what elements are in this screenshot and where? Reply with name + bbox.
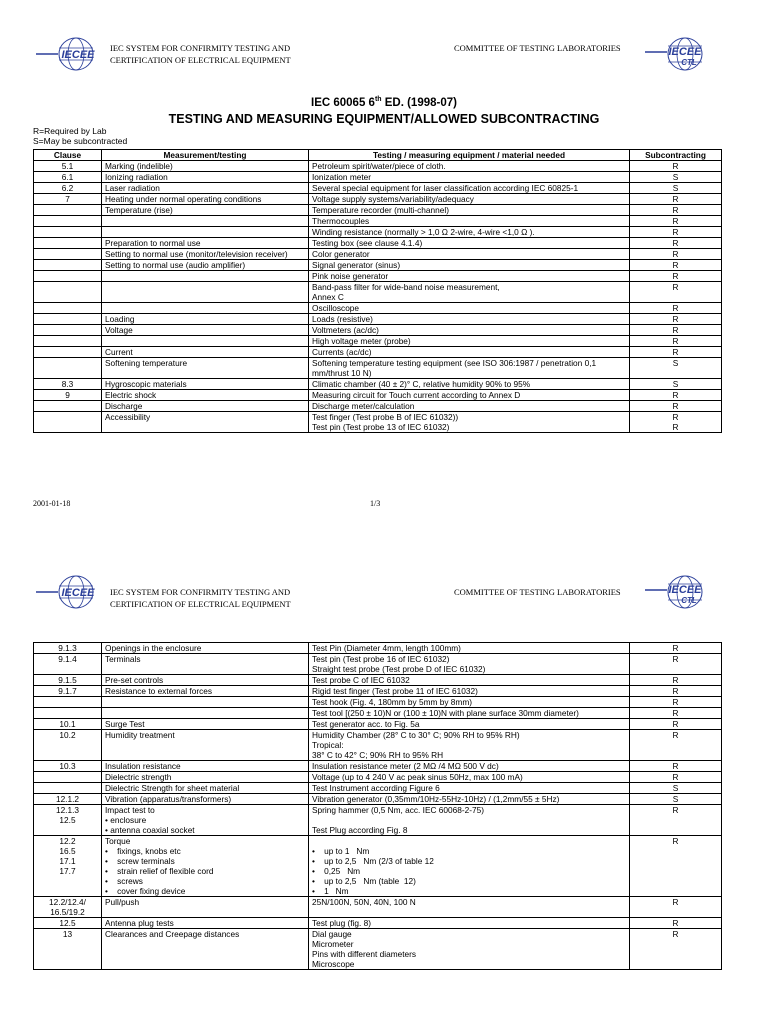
- cell-measurement: Torque • fixings, knobs etc • screw terminals • strain relief of flexible cord • screws • cover fixing device: [102, 836, 309, 897]
- table-row: [34, 719, 722, 730]
- cell-clause: 9.1.3: [34, 643, 102, 654]
- table-row: [34, 643, 722, 654]
- cell-equipment: Test Instrument according Figure 6: [309, 783, 630, 794]
- cell-clause: 13: [34, 929, 102, 970]
- table-row: [34, 161, 722, 172]
- cell-subcontracting: S: [630, 794, 722, 805]
- cell-clause: [34, 271, 102, 282]
- cell-clause: [34, 708, 102, 719]
- table-row: [34, 772, 722, 783]
- page2-header: [0, 574, 768, 614]
- cell-subcontracting: R: [630, 227, 722, 238]
- table-row: [34, 783, 722, 794]
- cell-clause: 12.1.2: [34, 794, 102, 805]
- svg-text:CTL: CTL: [681, 596, 697, 605]
- cell-equipment: Testing box (see clause 4.1.4): [309, 238, 630, 249]
- cell-measurement: Temperature (rise): [102, 205, 309, 216]
- cell-measurement: Vibration (apparatus/transformers): [102, 794, 309, 805]
- table-row: [34, 654, 722, 675]
- cell-measurement: Laser radiation: [102, 183, 309, 194]
- legend-subcontracted: S=May be subcontracted: [33, 136, 128, 146]
- cell-equipment: Test finger (Test probe B of IEC 61032)) Test pin (Test probe 13 of IEC 61032): [309, 412, 630, 433]
- table-row: [34, 325, 722, 336]
- table-row: [34, 390, 722, 401]
- cell-subcontracting: R: [630, 761, 722, 772]
- cell-clause: 7: [34, 194, 102, 205]
- footer-page: 1/3: [370, 499, 381, 508]
- cell-subcontracting: R: [630, 282, 722, 303]
- table-header-row: [34, 150, 722, 161]
- cell-subcontracting: R: [630, 194, 722, 205]
- svg-text:IECEE: IECEE: [61, 587, 95, 599]
- cell-equipment: Spring hammer (0,5 Nm, acc. IEC 60068-2-75) Test Plug according Fig. 8: [309, 805, 630, 836]
- cell-clause: [34, 216, 102, 227]
- cell-equipment: • up to 1 Nm • up to 2,5 Nm (2/3 of table 12 • 0,25 Nm • up to 2,5 Nm (table 12) • 1 Nm: [309, 836, 630, 897]
- header-right-text: COMMITTEE OF TESTING LABORATORIES: [454, 587, 621, 597]
- cell-subcontracting: S: [630, 783, 722, 794]
- cell-subcontracting: R: [630, 325, 722, 336]
- cell-equipment: Pink noise generator: [309, 271, 630, 282]
- cell-equipment: Dial gauge Micrometer Pins with different diameters Microscope: [309, 929, 630, 970]
- cell-clause: 12.1.3 12.5: [34, 805, 102, 836]
- doc-subtitle: TESTING AND MEASURING EQUIPMENT/ALLOWED SUBCONTRACTING: [168, 112, 600, 126]
- svg-text:CTL: CTL: [681, 58, 697, 67]
- cell-measurement: Voltage: [102, 325, 309, 336]
- table-row: [34, 379, 722, 390]
- cell-subcontracting: R: [630, 805, 722, 836]
- cell-equipment: Loads (resistive): [309, 314, 630, 325]
- cell-clause: [34, 205, 102, 216]
- cell-subcontracting: R: [630, 238, 722, 249]
- page1-header: [0, 36, 768, 76]
- cell-subcontracting: R: [630, 336, 722, 347]
- cell-subcontracting: R: [630, 260, 722, 271]
- cell-equipment: Voltage supply systems/variability/adequacy: [309, 194, 630, 205]
- equipment-table-page1: [33, 149, 722, 433]
- cell-clause: 12.2 16.5 17.1 17.7: [34, 836, 102, 897]
- table-row: [34, 260, 722, 271]
- cell-equipment: Winding resistance (normally > 1,0 Ω 2-wire, 4-wire <1,0 Ω ).: [309, 227, 630, 238]
- table-row: [34, 249, 722, 260]
- cell-subcontracting: R: [630, 643, 722, 654]
- table-row: [34, 358, 722, 379]
- svg-text:IECEE: IECEE: [668, 46, 702, 58]
- cell-measurement: Accessibility: [102, 412, 309, 433]
- cell-equipment: Test Pin (Diameter 4mm, length 100mm): [309, 643, 630, 654]
- cell-clause: 12.5: [34, 918, 102, 929]
- cell-measurement: Hygroscopic materials: [102, 379, 309, 390]
- iecee-logo: [36, 36, 104, 72]
- legend: [33, 126, 127, 146]
- cell-clause: [34, 358, 102, 379]
- cell-subcontracting: R: [630, 719, 722, 730]
- cell-equipment: Vibration generator (0,35mm/10Hz-55Hz-10Hz) / (1,2mm/55 ± 5Hz): [309, 794, 630, 805]
- cell-clause: [34, 314, 102, 325]
- cell-equipment: Test probe C of IEC 61032: [309, 675, 630, 686]
- cell-subcontracting: R: [630, 390, 722, 401]
- cell-subcontracting: R: [630, 654, 722, 675]
- table-row: [34, 401, 722, 412]
- equipment-table-page2: [33, 642, 722, 970]
- cell-subcontracting: R: [630, 249, 722, 260]
- cell-measurement: [102, 271, 309, 282]
- cell-measurement: Dielectric Strength for sheet material: [102, 783, 309, 794]
- cell-subcontracting: R: [630, 708, 722, 719]
- table-row: [34, 929, 722, 970]
- cell-measurement: [102, 282, 309, 303]
- cell-equipment: Temperature recorder (multi-channel): [309, 205, 630, 216]
- table-row: [34, 412, 722, 433]
- svg-text:IECEE: IECEE: [61, 49, 95, 61]
- footer-date: 2001-01-18: [33, 499, 71, 508]
- cell-measurement: [102, 336, 309, 347]
- cell-clause: [34, 347, 102, 358]
- col-header-equipment: Testing / measuring equipment / material needed: [309, 150, 630, 161]
- header-left-line2: CERTIFICATION OF ELECTRICAL EQUIPMENT: [110, 55, 291, 65]
- cell-measurement: Humidity treatment: [102, 730, 309, 761]
- cell-clause: [34, 238, 102, 249]
- cell-measurement: Pull/push: [102, 897, 309, 918]
- table-row: [34, 271, 722, 282]
- cell-measurement: Electric shock: [102, 390, 309, 401]
- table-row: [34, 761, 722, 772]
- iecee-ctl-logo: [645, 36, 713, 72]
- cell-subcontracting: R: [630, 314, 722, 325]
- cell-measurement: Discharge: [102, 401, 309, 412]
- cell-clause: [34, 249, 102, 260]
- cell-measurement: Dielectric strength: [102, 772, 309, 783]
- cell-clause: 9.1.7: [34, 686, 102, 697]
- header-right-text: COMMITTEE OF TESTING LABORATORIES: [454, 43, 621, 53]
- cell-subcontracting: S: [630, 183, 722, 194]
- cell-measurement: Setting to normal use (monitor/television receiver): [102, 249, 309, 260]
- doc-title: IEC 60065 6th ED. (1998-07): [311, 96, 457, 109]
- cell-equipment: Rigid test finger (Test probe 11 of IEC 61032): [309, 686, 630, 697]
- cell-equipment: Softening temperature testing equipment (see ISO 306:1987 / penetration 0,1 mm/thrust 10 N): [309, 358, 630, 379]
- cell-subcontracting: S: [630, 172, 722, 183]
- cell-measurement: Loading: [102, 314, 309, 325]
- table-row: [34, 675, 722, 686]
- cell-clause: 6.2: [34, 183, 102, 194]
- table-row: [34, 697, 722, 708]
- col-header-measurement: Measurement/testing: [102, 150, 309, 161]
- cell-equipment: Insulation resistance meter (2 MΩ /4 MΩ 500 V dc): [309, 761, 630, 772]
- cell-measurement: Pre-set controls: [102, 675, 309, 686]
- cell-clause: [34, 336, 102, 347]
- cell-subcontracting: R: [630, 897, 722, 918]
- table-row: [34, 227, 722, 238]
- cell-measurement: [102, 216, 309, 227]
- cell-equipment: Color generator: [309, 249, 630, 260]
- cell-measurement: Clearances and Creepage distances: [102, 929, 309, 970]
- cell-measurement: Setting to normal use (audio amplifier): [102, 260, 309, 271]
- cell-measurement: Resistance to external forces: [102, 686, 309, 697]
- cell-subcontracting: S: [630, 358, 722, 379]
- cell-equipment: Humidity Chamber (28° C to 30° C; 90% RH to 95% RH) Tropical: 38° C to 42° C; 90% RH to 95% RH: [309, 730, 630, 761]
- svg-text:IECEE: IECEE: [668, 584, 702, 596]
- cell-equipment: Band-pass filter for wide-band noise measurement, Annex C: [309, 282, 630, 303]
- iecee-logo: [36, 574, 104, 610]
- cell-clause: 12.2/12.4/ 16.5/19.2: [34, 897, 102, 918]
- cell-subcontracting: R: [630, 686, 722, 697]
- cell-measurement: Surge Test: [102, 719, 309, 730]
- cell-equipment: Voltage (up to 4 240 V ac peak sinus 50Hz, max 100 mA): [309, 772, 630, 783]
- table-row: [34, 172, 722, 183]
- cell-subcontracting: R: [630, 929, 722, 970]
- table-row: [34, 183, 722, 194]
- table-row: [34, 918, 722, 929]
- cell-clause: 5.1: [34, 161, 102, 172]
- cell-measurement: Openings in the enclosure: [102, 643, 309, 654]
- cell-subcontracting: R: [630, 675, 722, 686]
- cell-equipment: Climatic chamber (40 ± 2)° C, relative humidity 90% to 95%: [309, 379, 630, 390]
- cell-equipment: Test generator acc. to Fig. 5a: [309, 719, 630, 730]
- cell-measurement: Terminals: [102, 654, 309, 675]
- table-row: [34, 730, 722, 761]
- cell-equipment: High voltage meter (probe): [309, 336, 630, 347]
- table-row: [34, 686, 722, 697]
- cell-subcontracting: R: [630, 205, 722, 216]
- cell-measurement: [102, 708, 309, 719]
- cell-clause: 6.1: [34, 172, 102, 183]
- table-row: [34, 347, 722, 358]
- table-row: [34, 708, 722, 719]
- iecee-ctl-logo: [645, 574, 713, 610]
- table-row: [34, 805, 722, 836]
- cell-clause: 10.3: [34, 761, 102, 772]
- cell-clause: [34, 772, 102, 783]
- cell-measurement: Marking (indelible): [102, 161, 309, 172]
- cell-subcontracting: R: [630, 303, 722, 314]
- cell-clause: 10.1: [34, 719, 102, 730]
- cell-equipment: Discharge meter/calculation: [309, 401, 630, 412]
- cell-subcontracting: R: [630, 216, 722, 227]
- cell-equipment: Measuring circuit for Touch current according to Annex D: [309, 390, 630, 401]
- table-row: [34, 205, 722, 216]
- table-row: [34, 303, 722, 314]
- cell-subcontracting: R: [630, 271, 722, 282]
- cell-subcontracting: R: [630, 730, 722, 761]
- cell-clause: [34, 783, 102, 794]
- cell-clause: [34, 401, 102, 412]
- cell-clause: [34, 227, 102, 238]
- cell-subcontracting: R: [630, 772, 722, 783]
- cell-measurement: Antenna plug tests: [102, 918, 309, 929]
- cell-equipment: Ionization meter: [309, 172, 630, 183]
- cell-equipment: Test pin (Test probe 16 of IEC 61032) Straight test probe (Test probe D of IEC 61032): [309, 654, 630, 675]
- cell-subcontracting: R: [630, 836, 722, 897]
- cell-clause: [34, 303, 102, 314]
- col-header-clause: Clause: [34, 150, 102, 161]
- cell-measurement: Impact test to • enclosure • antenna coaxial socket: [102, 805, 309, 836]
- cell-measurement: Softening temperature: [102, 358, 309, 379]
- cell-clause: [34, 697, 102, 708]
- cell-clause: [34, 325, 102, 336]
- cell-subcontracting: R: [630, 697, 722, 708]
- legend-required: R=Required by Lab: [33, 126, 107, 136]
- cell-equipment: 25N/100N, 50N, 40N, 100 N: [309, 897, 630, 918]
- cell-clause: 9.1.4: [34, 654, 102, 675]
- table-row: [34, 238, 722, 249]
- cell-clause: 9: [34, 390, 102, 401]
- cell-equipment: Test hook (Fig. 4, 180mm by 5mm by 8mm): [309, 697, 630, 708]
- table-row: [34, 336, 722, 347]
- cell-clause: [34, 412, 102, 433]
- cell-clause: 8.3: [34, 379, 102, 390]
- table-row: [34, 194, 722, 205]
- cell-measurement: [102, 227, 309, 238]
- cell-subcontracting: R: [630, 401, 722, 412]
- cell-subcontracting: R: [630, 918, 722, 929]
- cell-equipment: Test tool [(250 ± 10)N or (100 ± 10)N with plane surface 30mm diameter): [309, 708, 630, 719]
- cell-measurement: Preparation to normal use: [102, 238, 309, 249]
- cell-clause: 10.2: [34, 730, 102, 761]
- col-header-subcontracting: Subcontracting: [630, 150, 722, 161]
- cell-clause: 9.1.5: [34, 675, 102, 686]
- table-row: [34, 216, 722, 227]
- table-row: [34, 794, 722, 805]
- table-row: [34, 897, 722, 918]
- cell-subcontracting: R R: [630, 412, 722, 433]
- cell-measurement: [102, 303, 309, 314]
- cell-equipment: Several special equipment for laser classification according IEC 60825-1: [309, 183, 630, 194]
- cell-measurement: Heating under normal operating conditions: [102, 194, 309, 205]
- cell-equipment: Petroleum spirit/water/piece of cloth.: [309, 161, 630, 172]
- cell-measurement: Current: [102, 347, 309, 358]
- cell-equipment: Signal generator (sinus): [309, 260, 630, 271]
- table-row: [34, 314, 722, 325]
- cell-measurement: Insulation resistance: [102, 761, 309, 772]
- cell-measurement: Ionizing radiation: [102, 172, 309, 183]
- cell-subcontracting: R: [630, 347, 722, 358]
- cell-equipment: Oscilloscope: [309, 303, 630, 314]
- cell-equipment: Test plug (fig. 8): [309, 918, 630, 929]
- cell-equipment: Thermocouples: [309, 216, 630, 227]
- cell-clause: [34, 260, 102, 271]
- cell-clause: [34, 282, 102, 303]
- cell-measurement: [102, 697, 309, 708]
- cell-subcontracting: R: [630, 161, 722, 172]
- header-left-line2: CERTIFICATION OF ELECTRICAL EQUIPMENT: [110, 599, 291, 609]
- header-left-line1: IEC SYSTEM FOR CONFIRMITY TESTING AND: [110, 43, 291, 53]
- header-left-line1: IEC SYSTEM FOR CONFIRMITY TESTING AND: [110, 587, 291, 597]
- table-row: [34, 282, 722, 303]
- cell-equipment: Currents (ac/dc): [309, 347, 630, 358]
- cell-equipment: Voltmeters (ac/dc): [309, 325, 630, 336]
- table-row: [34, 836, 722, 897]
- cell-subcontracting: S: [630, 379, 722, 390]
